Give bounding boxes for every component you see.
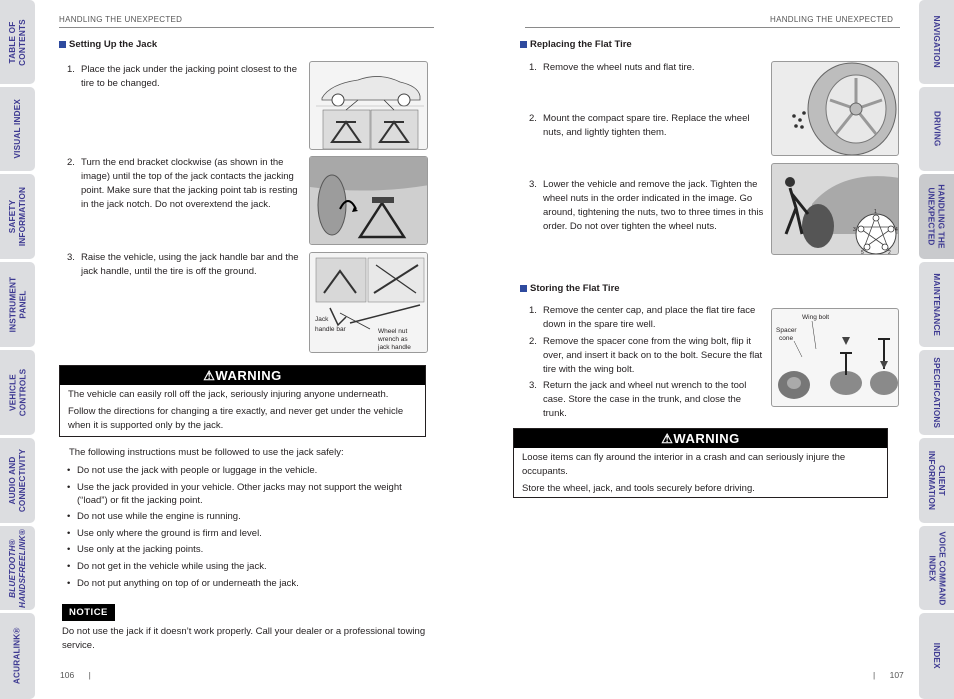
wing-bolt-illustration: [772, 309, 899, 407]
warning-header: [514, 429, 887, 448]
fig-label-spacer-cone-2: cone: [779, 335, 794, 342]
notice-tag: NOTICE: [62, 604, 115, 621]
right-side-tabs: [919, 0, 954, 699]
notice-text: Do not use the jack if it doesn’t work properly. Call your dealer or a professional towing service.: [62, 626, 426, 651]
section-title-storing-flat-tire: [520, 283, 620, 294]
step-number: 1.: [67, 64, 75, 75]
jack-handle-figure: [309, 252, 428, 353]
fig-label-wheel-nut-2: wrench as: [378, 336, 408, 343]
fig-label-jack-handle-bar-2: handle bar: [315, 326, 346, 333]
fig-label-jack-handle-bar-1: Jack: [315, 316, 329, 323]
step-text: Remove the spacer cone from the wing bolt, flip it over, and insert it back on to the bolt. Secure the flat tire with the wing bolt.: [543, 336, 763, 375]
tab-label: VOICE COMMAND INDEX: [927, 530, 947, 606]
tab-label: INSTRUMENT PANEL: [8, 276, 27, 333]
step-number: 1.: [529, 305, 537, 316]
jacking-point-figure: [309, 61, 428, 150]
warning-triangle-icon: ⚠: [661, 431, 674, 446]
tab-safety-information[interactable]: [0, 174, 35, 259]
jack-handle-illustration: [310, 253, 428, 353]
lug-order-1: 1: [874, 209, 877, 215]
warning-body: [60, 385, 425, 440]
tab-label: NAVIGATION: [932, 15, 942, 69]
warning-header: [60, 366, 425, 385]
step-text: Return the jack and wheel nut wrench to the tool case. Store the case in the trunk, and close the trunk.: [543, 380, 747, 419]
tab-instrument-panel[interactable]: [0, 262, 35, 347]
page-separator: |: [873, 670, 876, 680]
tab-acuralink[interactable]: [0, 613, 35, 699]
left-side-tabs: [0, 0, 35, 699]
section-title-replacing-flat-tire: [520, 39, 632, 50]
list-item: • Do not use while the engine is running.: [67, 510, 427, 523]
list-item: • Do not use the jack with people or luggage in the vehicle.: [67, 464, 427, 477]
jack-safety-list: [67, 464, 427, 593]
fig-label-wing-bolt: Wing bolt: [802, 314, 830, 321]
list-item: • Do not get in the vehicle while using the jack.: [67, 560, 427, 573]
storing-step-2: [529, 335, 767, 377]
list-item: • Use the jack provided in your vehicle. Other jacks may not support the weight (“load”) or fit the jacking point.: [67, 481, 427, 507]
left-page-number: [60, 670, 91, 680]
warning-body: [514, 448, 887, 503]
right-page-number: [873, 670, 904, 680]
car-jack-illustration: [310, 62, 428, 150]
jack-turning-figure: [309, 156, 428, 245]
wing-bolt-figure: [771, 308, 899, 407]
warning-line: The vehicle can easily roll off the jack, seriously injuring anyone underneath.: [68, 389, 389, 400]
step-number: 2.: [67, 157, 75, 168]
warning-line: Store the wheel, jack, and tools securely before driving.: [522, 483, 755, 494]
tab-label: AUDIO AND CONNECTIVITY: [8, 448, 27, 513]
page-number: 107: [889, 670, 904, 680]
warning-title: WARNING: [673, 431, 740, 446]
tab-label: CLIENT INFORMATION: [927, 450, 947, 511]
storing-step-1: [529, 304, 767, 332]
step-text: Lower the vehicle and remove the jack. Tighten the wheel nuts in the order indicated in the image. Go around, tightening the nuts, two to three times in this order. Do not over tighten the wheel nuts.: [543, 179, 764, 232]
warning-line: Loose items can fly around the interior in a crash and can seriously injure the occupants.: [522, 452, 846, 477]
lug-order-3: 3: [853, 227, 856, 233]
section-title-text: Storing the Flat Tire: [530, 283, 620, 294]
fig-label-wheel-nut-3: jack handle: [378, 344, 411, 351]
tab-voice-command-index[interactable]: [919, 526, 954, 610]
tab-label: HANDLING THE UNEXPECTED: [927, 184, 947, 249]
tab-handling-the-unexpected[interactable]: [919, 174, 954, 259]
title-square-icon: [59, 41, 66, 48]
page-number: 106: [60, 670, 75, 680]
right-head-rule: [525, 27, 900, 28]
fig-label-spacer-cone-1: Spacer: [776, 327, 797, 334]
tab-label: TABLE OF CONTENTS: [8, 18, 27, 66]
fig-label-wheel-nut-1: Wheel nut: [378, 328, 408, 335]
jack-safety-intro: The following instructions must be followed to use the jack safely:: [69, 447, 344, 458]
lug-order-5: 5: [861, 250, 864, 255]
list-item: • Use only where the ground is firm and level.: [67, 527, 427, 540]
title-square-icon: [520, 285, 527, 292]
jack-step-2: [67, 156, 299, 212]
jack-step-1: [67, 63, 299, 91]
tab-bluetooth-handsfreelink[interactable]: [0, 526, 35, 610]
step-text: Place the jack under the jacking point closest to the tire to be changed.: [81, 64, 297, 89]
wheel-illustration: [772, 62, 899, 156]
title-square-icon: [520, 41, 527, 48]
page-separator: |: [88, 670, 91, 680]
step-text: Remove the wheel nuts and flat tire.: [543, 62, 695, 73]
storing-step-3: [529, 379, 767, 421]
step-number: 2.: [529, 113, 537, 124]
step-number: 3.: [67, 252, 75, 263]
warning-title: WARNING: [215, 368, 282, 383]
step-number: 3.: [529, 380, 537, 391]
jack-step-3: [67, 251, 299, 279]
step-number: 2.: [529, 336, 537, 347]
step-number: 3.: [529, 179, 537, 190]
list-item: • Do not put anything on top of or underneath the jack.: [67, 577, 427, 590]
step-number: 1.: [529, 62, 537, 73]
jack-bracket-illustration: [310, 157, 428, 245]
left-running-head: HANDLING THE UNEXPECTED: [59, 15, 183, 24]
right-warning-box: [513, 428, 888, 498]
tab-maintenance[interactable]: [919, 262, 954, 347]
lug-order-2: 2: [888, 250, 891, 255]
tab-navigation[interactable]: [919, 0, 954, 84]
lug-order-4: 4: [895, 227, 898, 233]
wheel-removal-figure: [771, 61, 899, 156]
warning-triangle-icon: ⚠: [203, 368, 216, 383]
tab-vehicle-controls[interactable]: [0, 350, 35, 435]
replace-step-2: [529, 112, 767, 140]
left-head-rule: [59, 27, 434, 28]
tab-table-of-contents[interactable]: [0, 0, 35, 84]
tab-label: INDEX: [932, 642, 942, 670]
warning-line: Follow the directions for changing a tire exactly, and never get under the vehicle when it is supported only by the jack.: [68, 406, 404, 431]
replace-step-3: [529, 178, 767, 234]
tab-client-information[interactable]: [919, 438, 954, 523]
tab-index[interactable]: [919, 613, 954, 699]
left-warning-box: [59, 365, 426, 437]
step-text: Turn the end bracket clockwise (as shown in the image) until the top of the jack contacts the jacking point. Make sure that the jacking point tab is resting in the jack notch. Do not overextend the jack.: [81, 157, 298, 210]
tab-label: ACURALINK®: [12, 627, 22, 685]
tab-specifications[interactable]: [919, 350, 954, 435]
tighten-order-illustration: [772, 164, 899, 255]
list-item: • Use only at the jacking points.: [67, 543, 427, 556]
tab-label: DRIVING: [932, 111, 942, 147]
replace-step-1: [529, 61, 767, 75]
tab-label: SAFETY INFORMATION: [8, 186, 27, 247]
step-text: Remove the center cap, and place the flat tire face down in the spare tire well.: [543, 305, 756, 330]
tab-label: BLUETOOTH® HANDSFREELINK®: [8, 528, 27, 608]
step-text: Mount the compact spare tire. Replace the wheel nuts, and lightly tighten them.: [543, 113, 750, 138]
tighten-order-figure: [771, 163, 899, 255]
step-text: Raise the vehicle, using the jack handle bar and the jack handle, until the tire is off the ground.: [81, 252, 299, 277]
section-title-text: Setting Up the Jack: [69, 39, 158, 50]
tab-driving[interactable]: [919, 87, 954, 171]
tab-label: VEHICLE CONTROLS: [8, 368, 27, 417]
tab-visual-index[interactable]: [0, 87, 35, 171]
tab-label: SPECIFICATIONS: [932, 357, 942, 428]
right-running-head: HANDLING THE UNEXPECTED: [770, 15, 894, 24]
tab-audio-and-connectivity[interactable]: [0, 438, 35, 523]
tab-label: MAINTENANCE: [932, 273, 942, 336]
section-title-text: Replacing the Flat Tire: [530, 39, 632, 50]
section-title-setting-up-jack: [59, 39, 157, 50]
tab-label: VISUAL INDEX: [12, 99, 22, 159]
